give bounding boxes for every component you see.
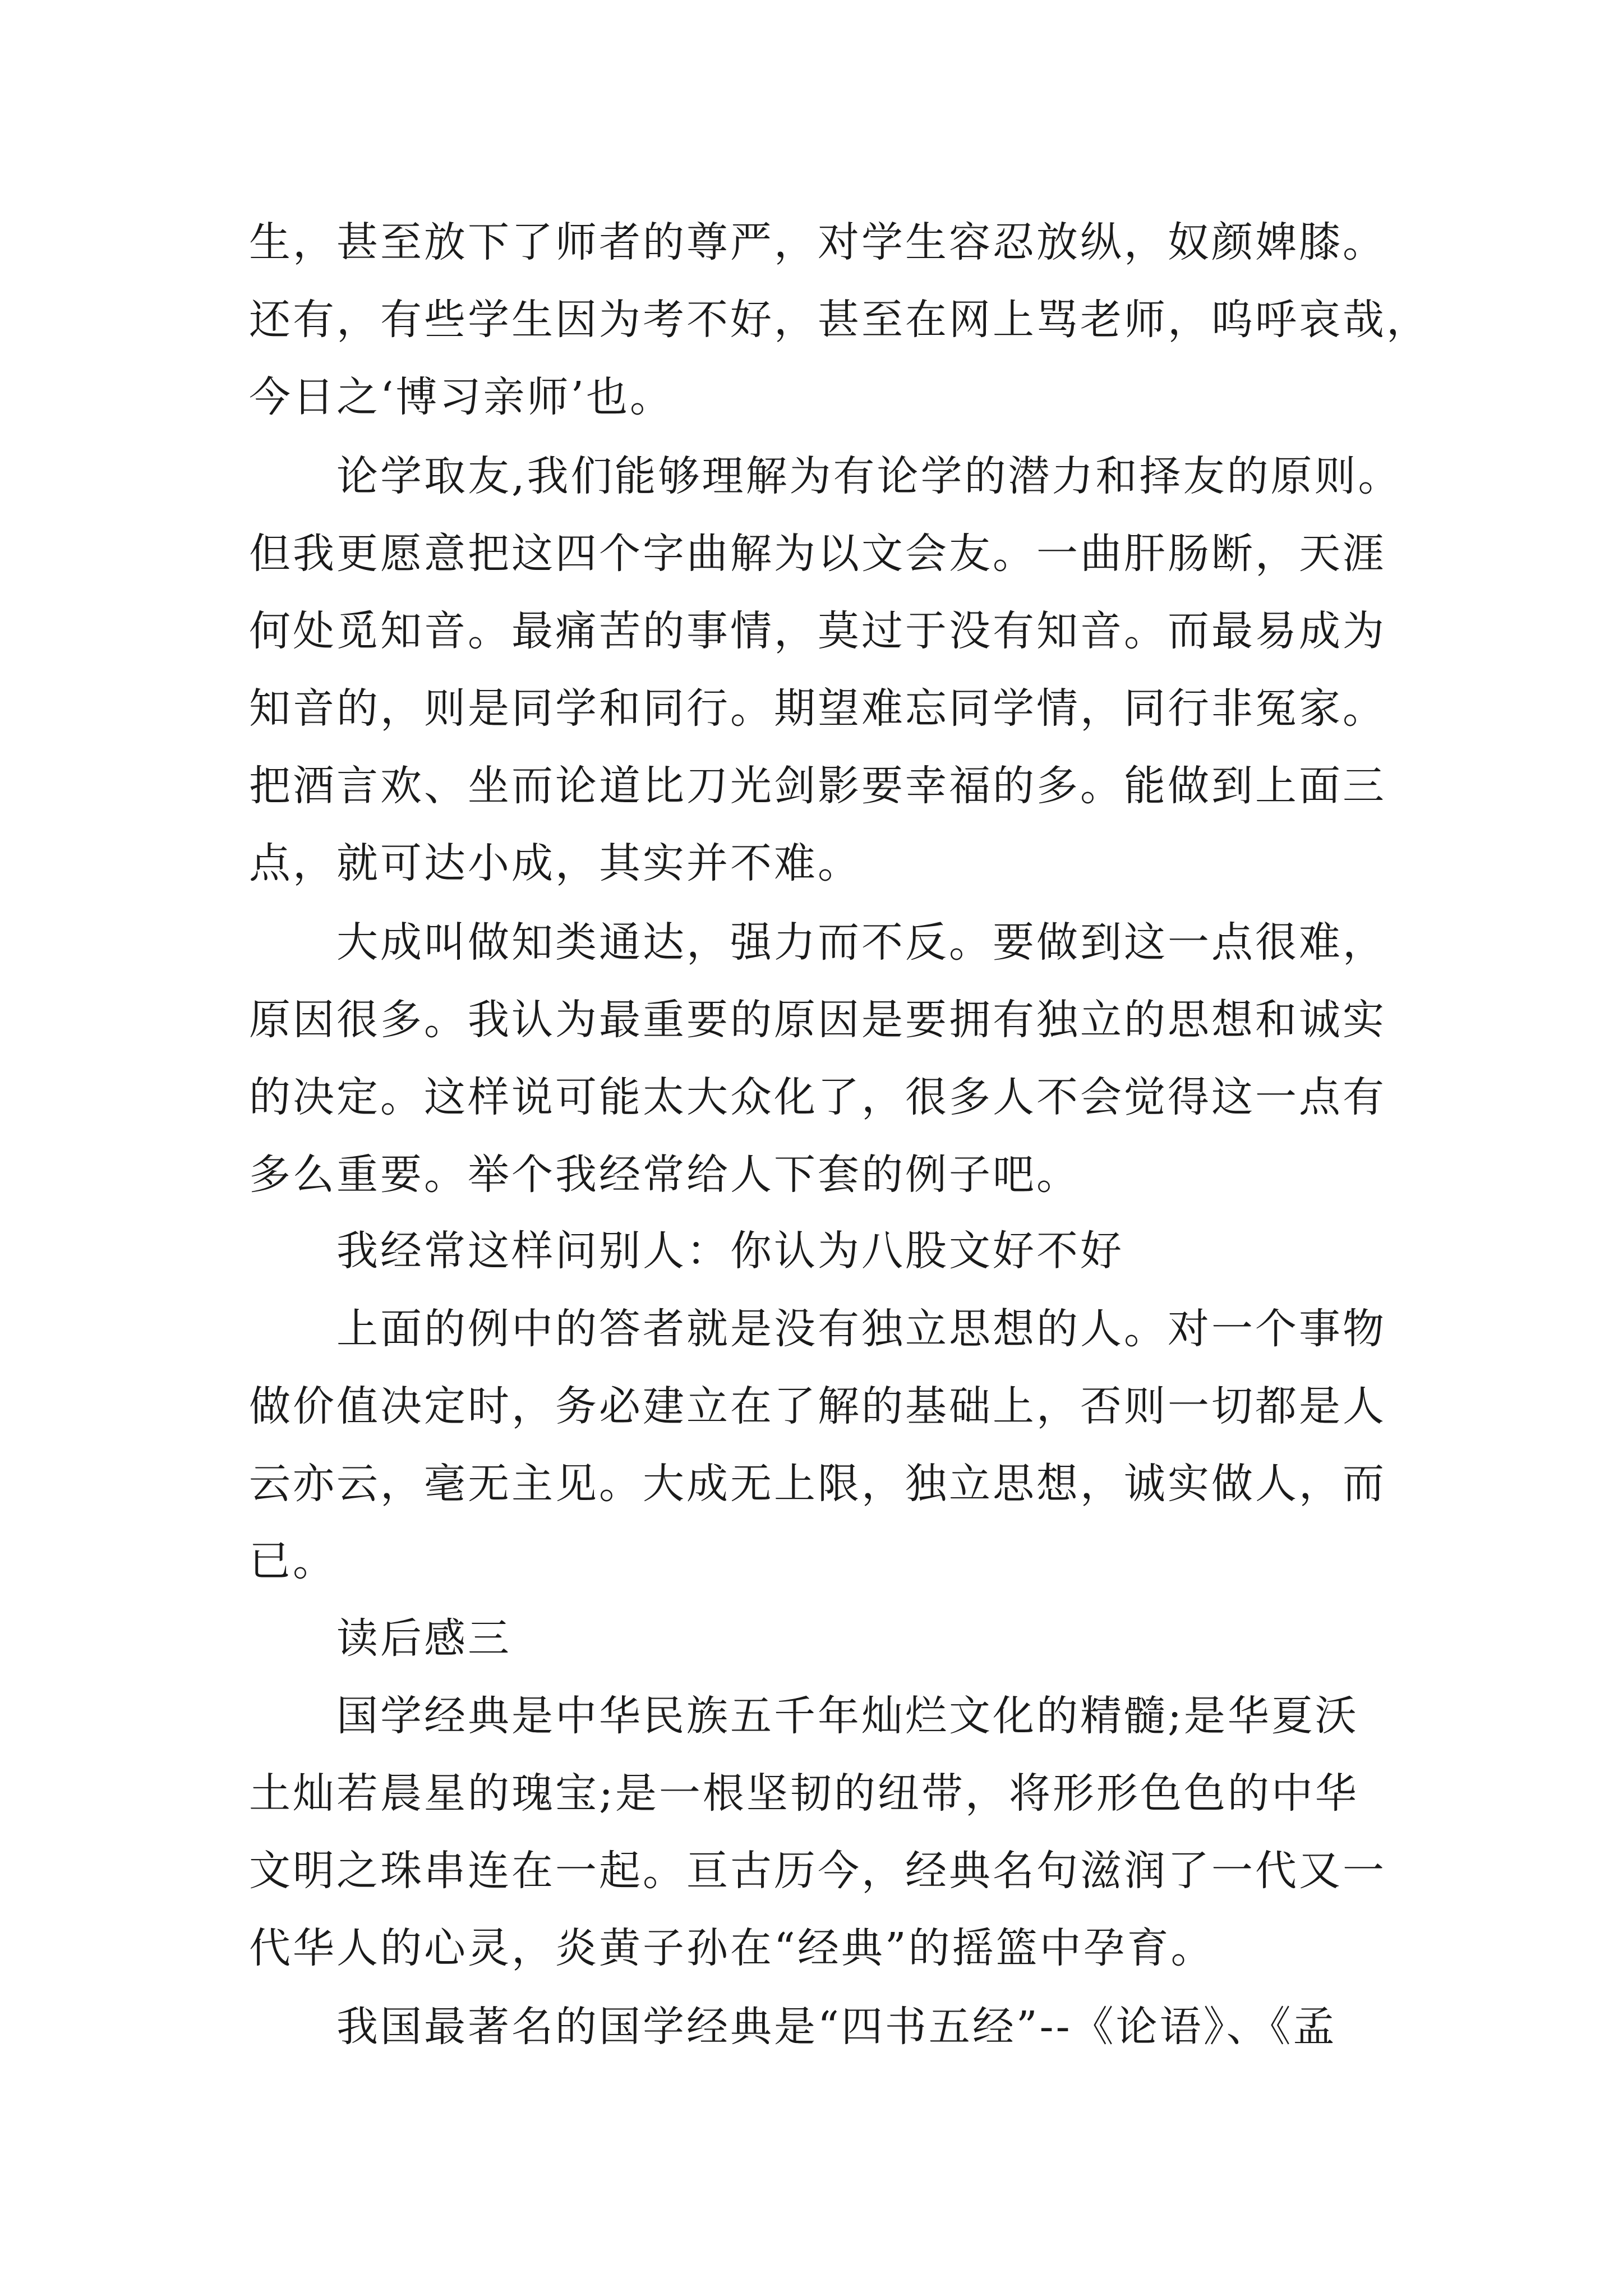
text-line: 还有，有些学生因为考不好，甚至在网上骂老师，呜呼哀哉， xyxy=(249,296,1430,344)
text-line: 土灿若晨星的瑰宝;是一根坚韧的纽带，将形形色色的中华 xyxy=(249,1769,1359,1818)
paragraph-start-line: 我国最著名的国学经典是“四书五经”--《论语》、《孟 xyxy=(336,2003,1337,2051)
text-line: 已。 xyxy=(249,1537,336,1585)
text-line: 但我更愿意把这四个字曲解为以文会友。一曲肝肠断，天涯 xyxy=(249,530,1386,578)
text-line: 做价值决定时，务必建立在了解的基础上，否则一切都是人 xyxy=(249,1382,1386,1430)
text-line: 把酒言欢、坐而论道比刀光剑影要幸福的多。能做到上面三 xyxy=(249,762,1386,810)
paragraph-start-line: 论学取友,我们能够理解为有论学的潜力和择友的原则。 xyxy=(336,452,1402,500)
paragraph-start-line: 大成叫做知类通达，强力而不反。要做到这一点很难， xyxy=(336,918,1386,967)
text-line: 点，就可达小成，其实并不难。 xyxy=(249,839,861,887)
text-line: 何处觅知音。最痛苦的事情，莫过于没有知音。而最易成为 xyxy=(249,607,1386,655)
text-line: 代华人的心灵，炎黄子孙在“经典”的摇篮中孕育。 xyxy=(249,1924,1215,1972)
section-heading: 读后感三 xyxy=(336,1614,511,1663)
text-line: 知音的，则是同学和同行。期望难忘同学情，同行非冤家。 xyxy=(249,684,1386,733)
text-line: 生，甚至放下了师者的尊严，对学生容忍放纵，奴颜婢膝。 xyxy=(249,218,1386,266)
paragraph-start-line: 上面的例中的答者就是没有独立思想的人。对一个事物 xyxy=(336,1305,1386,1353)
text-line: 的决定。这样说可能太大众化了，很多人不会觉得这一点有 xyxy=(249,1073,1386,1121)
text-line: 多么重要。举个我经常给人下套的例子吧。 xyxy=(249,1151,1080,1199)
text-line: 原因很多。我认为最重要的原因是要拥有独立的思想和诚实 xyxy=(249,996,1386,1044)
paragraph-start-line: 国学经典是中华民族五千年灿烂文化的精髓;是华夏沃 xyxy=(336,1692,1359,1740)
paragraph-start-line: 我经常这样问别人：你认为八股文好不好 xyxy=(336,1227,1124,1275)
text-line: 云亦云，毫无主见。大成无上限，独立思想，诚实做人，而 xyxy=(249,1460,1386,1508)
text-line: 今日之‘博习亲师’也。 xyxy=(249,373,674,421)
text-line: 文明之珠串连在一起。亘古历今，经典名句滋润了一代又一 xyxy=(249,1847,1386,1895)
